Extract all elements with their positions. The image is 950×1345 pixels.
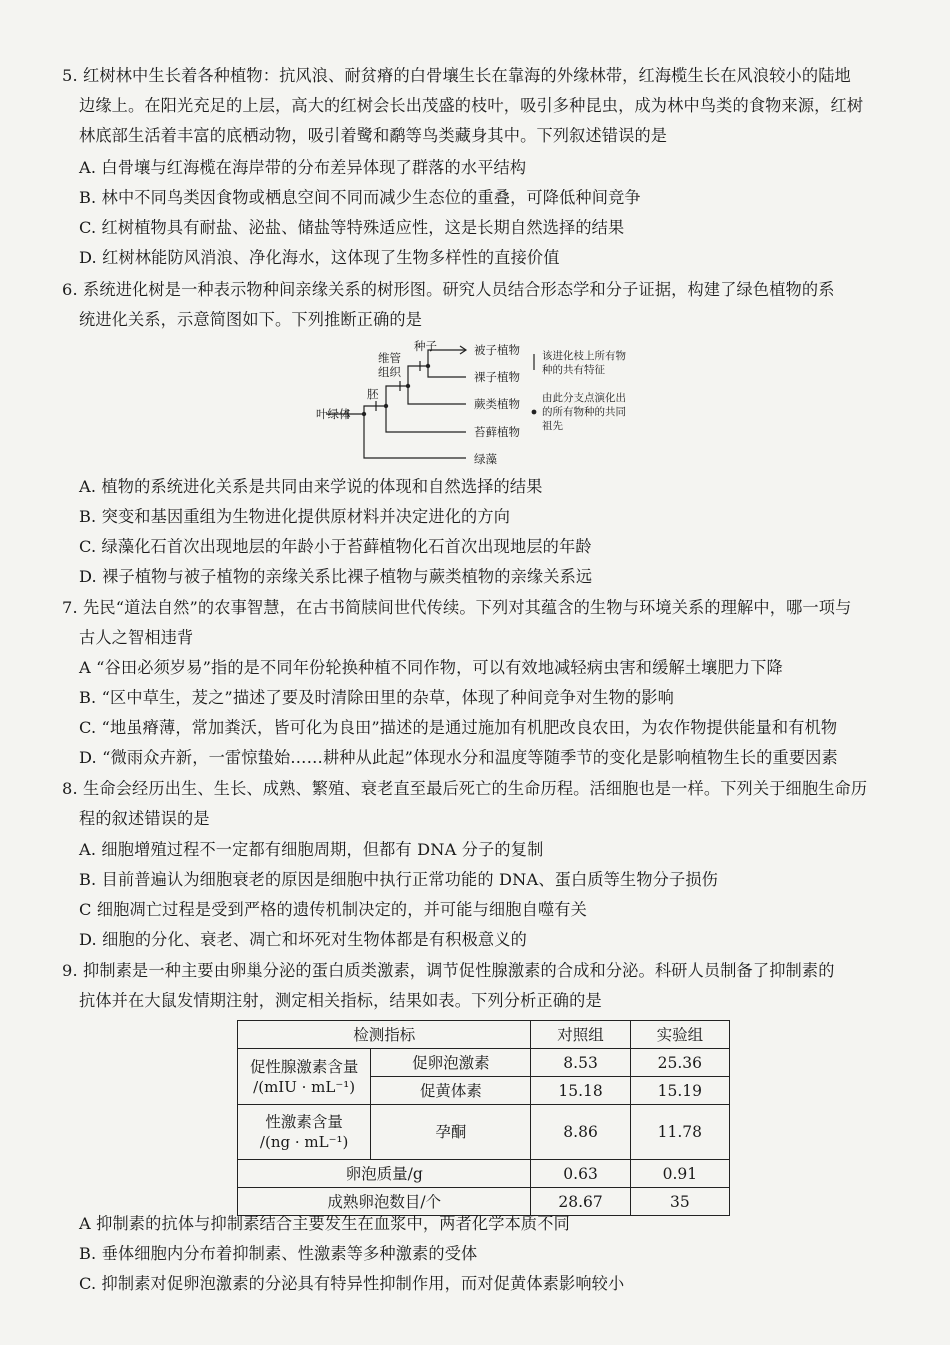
table-cell: 0.91 [630,1160,729,1188]
taxon-fern: 蕨类植物 [474,397,520,411]
table-cell: 15.18 [531,1077,630,1105]
table-cell: 8.53 [531,1049,630,1077]
group-name: 性激素含量 [265,1113,343,1131]
table-header-cell: 实验组 [630,1021,729,1049]
table-cell: 0.63 [531,1160,630,1188]
q8-stem-line: 程的叙述错误的是 [79,809,210,828]
q6-option-b: B. 突变和基因重组为生物进化提供原材料并决定进化的方向 [79,507,511,526]
taxon-green-algae: 绿藻 [474,452,497,466]
trait-seed: 种子 [414,339,437,353]
q7-option-b: B. “区中草生，茇之”描述了要及时清除田里的杂草，体现了种间竞争对生物的影响 [79,688,674,707]
table-cell: 成熟卵泡数目/个 [238,1188,531,1216]
q7-stem-line: 7. 先民“道法自然”的农事智慧，在古书简牍间世代传续。下列对其蕴含的生物与环境关系的理解中，哪一项与 [62,598,852,617]
q8-stem-line: 8. 生命会经历出生、生长、成熟、繁殖、衰老直至最后死亡的生命历程。活细胞也是一样。下列关于细胞生命历 [62,779,868,798]
q5-option-a: A. 白骨壤与红海榄在海岸带的分布差异体现了群落的水平结构 [79,158,527,177]
q6-stem-line: 6. 系统进化树是一种表示物种间亲缘关系的树形图。研究人员结合形态学和分子证据，构建了绿色植物的系 [62,280,835,299]
table-cell: 促卵泡激素 [371,1049,531,1077]
table-row [238,1049,730,1077]
phylogenetic-tree-diagram [316,336,656,471]
trait-vascular: 组织 [378,365,401,379]
table-group-cell [238,1049,371,1105]
q8-option-d: D. 细胞的分化、衰老、凋亡和坏死对生物体都是有积极意义的 [79,930,527,949]
q8-option-b: B. 目前普遍认为细胞衰老的原因是细胞中执行正常功能的 DNA、蛋白质等生物分子损伤 [79,870,719,889]
table-cell: 28.67 [531,1188,630,1216]
q8-option-c: C 细胞凋亡过程是受到严格的遗传机制决定的，并可能与细胞自噬有关 [79,900,587,919]
q6-option-a: A. 植物的系统进化关系是共同由来学说的体现和自然选择的结果 [79,477,543,496]
table-group-cell [238,1105,371,1160]
q7-stem-line: 古人之智相违背 [79,628,194,647]
legend-dot-text: 祖先 [542,420,563,432]
table-cell: 8.86 [531,1105,630,1160]
q5-option-b: B. 林中不同鸟类因食物或栖息空间不同而减少生态位的重叠，可降低种间竞争 [79,188,641,207]
group-name: 促性腺激素含量 [249,1057,359,1076]
branch-fern [408,386,466,404]
table-cell: 25.36 [630,1049,729,1077]
table-row [238,1160,730,1188]
q8-option-a: A. 细胞增殖过程不一定都有细胞周期，但都有 DNA 分子的复制 [79,840,544,859]
q5-option-c: C. 红树植物具有耐盐、泌盐、储盐等特殊适应性，这是长期自然选择的结果 [79,218,625,237]
table-cell: 孕酮 [371,1105,531,1160]
group-unit: /(ng · mL⁻¹) [259,1133,349,1151]
branch-gymnosperm [428,366,466,377]
q9-stem-line: 9. 抑制素是一种主要由卵巢分泌的蛋白质类激素，调节促性腺激素的合成和分泌。科研人员制备了抑制素的 [62,961,835,980]
trait-vascular: 维管 [378,351,401,365]
table-header-cell: 检测指标 [238,1021,531,1049]
group-unit: /(mIU · mL⁻¹) [253,1077,356,1096]
table-cell: 11.78 [630,1105,729,1160]
taxon-moss: 苔藓植物 [474,425,520,439]
q9-option-c: C. 抑制素对促卵泡激素的分泌具有特异性抑制作用，而对促黄体素影响较小 [79,1274,625,1293]
q6-option-c: C. 绿藻化石首次出现地层的年龄小于苔藓植物化石首次出现地层的年龄 [79,537,592,556]
trait-chloroplast: 叶绿体 [316,407,351,421]
table-header-row [238,1021,730,1049]
legend-bar-text: 该进化枝上所有物 [542,350,626,362]
table-cell: 卵泡质量/g [238,1160,531,1188]
q9-option-b: B. 垂体细胞内分布着抑制素、性激素等多种激素的受体 [79,1244,478,1263]
q6-option-d: D. 裸子植物与被子植物的亲缘关系比裸子植物与蕨类植物的亲缘关系远 [79,567,593,586]
taxon-angiosperm: 被子植物 [474,343,520,357]
taxon-gymnosperm: 裸子植物 [474,370,520,384]
q9-stem-line: 抗体并在大鼠发情期注射，测定相关指标，结果如表。下列分析正确的是 [79,991,602,1010]
table-row [238,1105,730,1160]
table-cell: 35 [630,1188,729,1216]
legend-dot [532,410,537,415]
legend-dot-text: 的所有物种的共同 [542,406,626,418]
table-cell: 15.19 [630,1077,729,1105]
trait-embryo: 胚 [367,387,379,401]
table-cell: 促黄体素 [371,1077,531,1105]
q6-stem-line: 统进化关系，示意简图如下。下列推断正确的是 [79,310,423,329]
branch-moss [386,406,466,432]
q9-option-a: A 抑制素的抗体与抑制素结合主要发生在血浆中，两者化学本质不同 [79,1214,570,1233]
q5-stem-line: 边缘上。在阳光充足的上层，高大的红树会长出茂盛的枝叶，吸引多种昆虫，成为林中鸟类的食物来源，红树 [79,96,864,115]
results-table [237,1020,730,1216]
table-header-cell: 对照组 [531,1021,630,1049]
q5-stem-line: 林底部生活着丰富的底栖动物，吸引着鹭和鹬等鸟类藏身其中。下列叙述错误的是 [79,126,668,145]
q5-stem-line: 5. 红树林中生长着各种植物：抗风浪、耐贫瘠的白骨壤生长在靠海的外缘林带，红海榄生长在风浪较小的陆地 [62,66,851,85]
legend-bar-text: 种的共有特征 [542,364,605,376]
q5-option-d: D. 红树林能防风消浪、净化海水，这体现了生物多样性的直接价值 [79,248,560,267]
legend-dot-text: 由此分支点演化出 [542,392,626,404]
q7-option-c: C. “地虽瘠薄，常加粪沃，皆可化为良田”描述的是通过施加有机肥改良农田，为农作物提供能量和有机物 [79,718,838,737]
q7-option-a: A “谷田必须岁易”指的是不同年份轮换种植不同作物，可以有效地减轻病虫害和缓解土壤肥力下降 [79,658,783,677]
q7-option-d: D. “微雨众卉新，一雷惊蛰始……耕种从此起”体现水分和温度等随季节的变化是影响植物生长的重要因素 [79,748,838,767]
